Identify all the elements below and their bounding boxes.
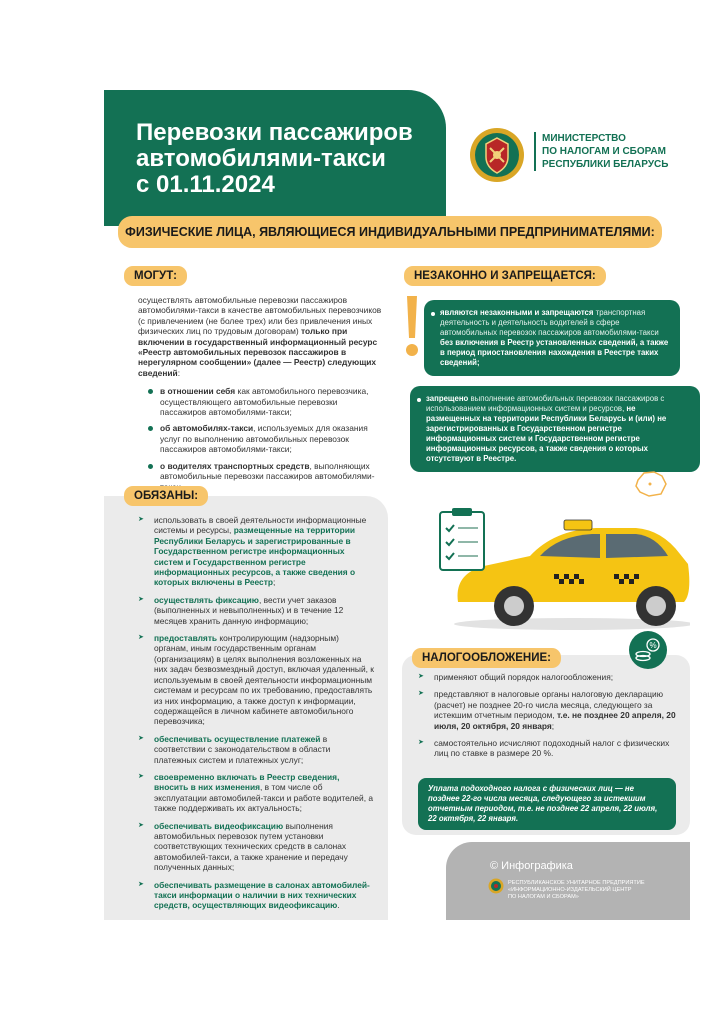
mogut-label: МОГУТ: [124, 266, 187, 286]
checklist-icon [438, 508, 490, 572]
ministry-name: МИНИСТЕРСТВО ПО НАЛОГАМ И СБОРАМ РЕСПУБЛИКИ БЕЛАРУСЬ [534, 132, 692, 171]
infographic-poster [104, 90, 690, 920]
mogut-section [138, 295, 386, 498]
list-item: об автомобилях-такси, используемых для оказания услуг по выполнению автомобильных перевозок пассажиров автомобилями-такси; [148, 423, 386, 454]
list-item: ➤ обеспечивать осуществление платежей в соответствии с законодательством в области платежных систем и платежных услуг; [138, 734, 374, 765]
zapret-box-1: являются незаконными и запрещаются транспортная деятельность и деятельность водителей в сфере автомобильных перевозок пассажиров автомобилями-такси без включения в Реестр установленных сведений, а также в период приостановления нахождения в Реестре таких сведений; [424, 300, 680, 376]
exclamation-icon [404, 296, 420, 358]
list-item: ➤ представляют в налоговые органы налоговую декларацию (расчет) не позднее 20-го числа месяца, следующего за истекшим отчетным периодом, т.е. не позднее 20 апреля, 20 июля, 20 октября, 20 января; [418, 689, 680, 731]
zapret-box-2: запрещено выполнение автомобильных перевозок пассажиров с использованием информационных систем и ресурсов, не размещенных на территории Республики Беларусь и (или) не зарегистрированных в Государственном регистре информационных систем и Государственном регистре информационных ресурсов, а также сведения о которых отсутствуют в Реестре. [410, 386, 700, 472]
list-item: в отношении себя как автомобильного перевозчика, осуществляющего автомобильные перевозки пассажиров автомобилями-такси; [148, 386, 386, 417]
list-item: о водителях транспортных средств, выполняющих автомобильные перевозки пассажиров автомобилями- [148, 461, 386, 492]
tax-coins-icon [628, 630, 668, 670]
mogut-list [148, 386, 386, 492]
infographic-credit: © Инфографика [490, 860, 573, 872]
tax-note: Уплата подоходного налога с физических лиц — не позднее 22-го числа месяца, следующего за истекшим отчетным периодом, т.е. не позднее 22 апреля, 22 июля, 22 октября, 22 января. [418, 778, 676, 830]
zapret-label: НЕЗАКОННО И ЗАПРЕЩАЕТСЯ: [404, 266, 606, 286]
publisher-name: РЕСПУБЛИКАНСКОЕ УНИТАРНОЕ ПРЕДПРИЯТИЕ «ИНФОРМАЦИОННО-ИЗДАТЕЛЬСКИЙ ЦЕНТР ПО НАЛОГАМ И СБОРАМ» [508, 880, 645, 900]
list-item: ➤ предоставлять контролирующим (надзорным) органам, иным государственным органам (организациям) в целях выполнения возложенных на них задач безвозмездный доступ, включая удаленный, к используемым в своей деятельности информационным системам и ресурсам по их требованию, предоставлять из них информацию, а также доступ к информации, содержащейся в личном кабинете автомобильного перевозчика; [138, 633, 374, 727]
list-item: ➤ самостоятельно исчисляют подоходный налог с физических лиц по ставке в размере 20 %. [418, 738, 680, 759]
ministry-emblem-icon [468, 126, 526, 184]
mogut-intro: осуществлять автомобильные перевозки пассажиров автомобилями-такси в качестве автомобильных перевозчиков (с привлечением (не более трех) или без привлечения иных физических лиц по трудовым договорам) только при включении в государственный информационный ресурс «Реестр автомобильных перевозок пассажиров в нерегулярном сообщении» (далее — Реестр) следующих сведений: [138, 295, 382, 378]
list-item: ➤ применяют общий порядок налогообложения; [418, 672, 680, 682]
list-item: ➤ осуществлять фиксацию, вести учет заказов (выполненных и невыполненных) и в течение 12 месяцев хранить данную информацию; [138, 595, 374, 626]
list-item: ➤ своевременно включать в Реестр сведения, вносить в них изменения, в том числе об эксплуатации автомобилей-такси и работе водителей, а также поддерживать их актуальность; [138, 772, 374, 814]
obyazany-label: ОБЯЗАНЫ: [124, 486, 208, 506]
list-item: ➤ обеспечивать размещение в салонах автомобилей-такси информации о наличии в них технических средств, осуществляющих видеофиксацию. [138, 880, 374, 911]
subtitle-bar: ФИЗИЧЕСКИЕ ЛИЦА, ЯВЛЯЮЩИЕСЯ ИНДИВИДУАЛЬНЫМИ ПРЕДПРИНИМАТЕЛЯМИ: [118, 216, 662, 248]
page-title: Перевозки пассажиров автомобилями-такси с 01.11.2024 [136, 119, 413, 198]
list-item: ➤ использовать в своей деятельности информационные системы и ресурсы, размещенные на территории Республики Беларусь и зарегистрированные в Государственном регистре информационных систем и Государственном регистре информационных ресурсов, а также сведения о которых включены в Реестр; [138, 515, 374, 588]
tax-label: НАЛОГООБЛОЖЕНИЕ: [412, 648, 561, 668]
tax-list [418, 672, 680, 766]
svg-text:%: % [649, 641, 657, 650]
publisher-logo-icon [488, 878, 504, 894]
list-item: ➤ обеспечивать видеофиксацию выполнения автомобильных перевозок путем установки соответствующих технических средств в салонах автомобилей-такси, а также хранение и передачу полученных данных; [138, 821, 374, 873]
obyazany-list [138, 515, 374, 918]
